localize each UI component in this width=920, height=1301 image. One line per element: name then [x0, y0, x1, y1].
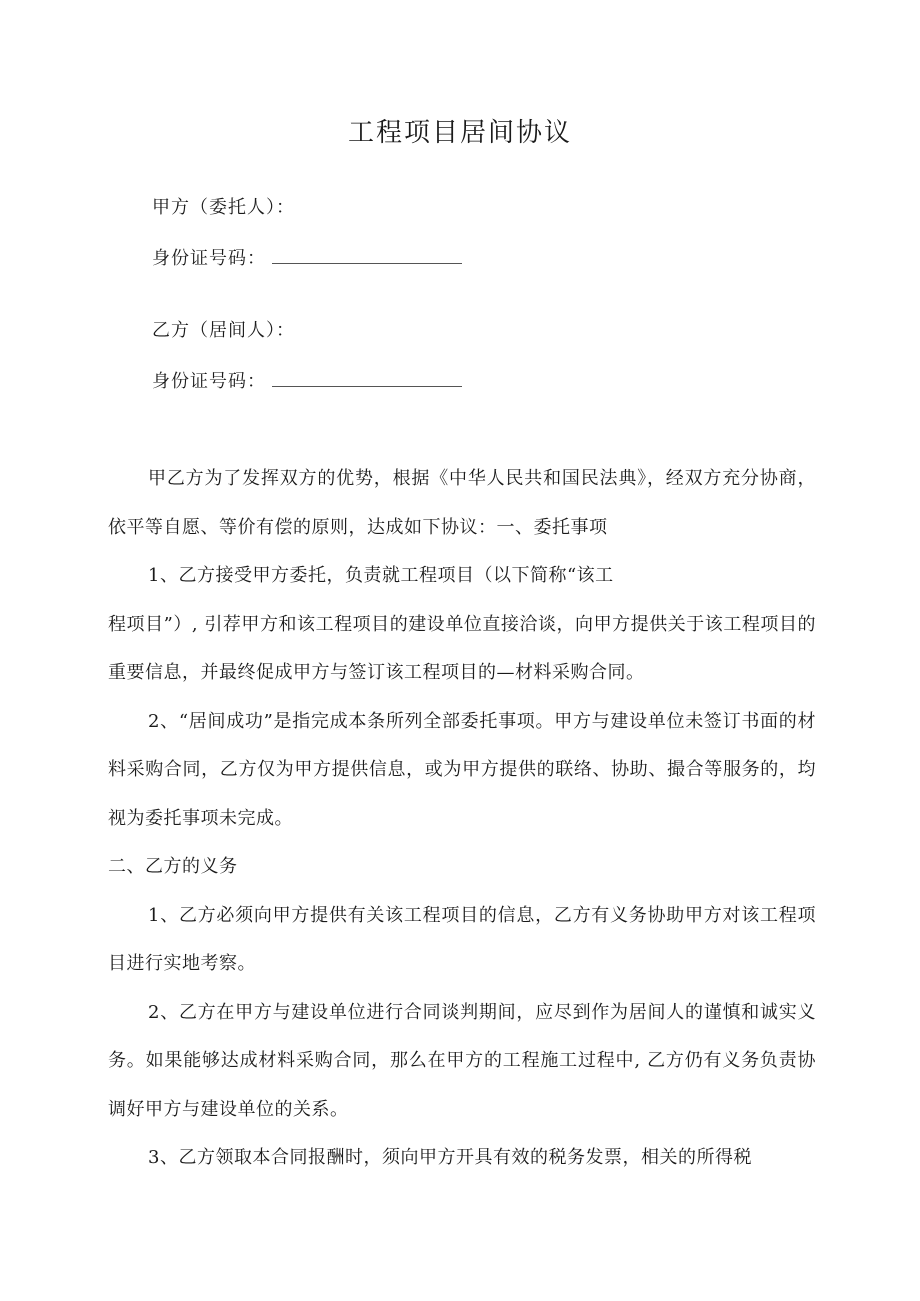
intro-paragraph: 甲乙方为了发挥双方的优势，根据《中华人民共和国民法典》，经双方充分协商，依平等自愿、等价有偿的原则，达成如下协议：一、委托事项 [108, 468, 816, 538]
party-b-id-blank [272, 370, 462, 387]
duty3-paragraph: 3、乙方领取本合同报酬时，须向甲方开具有效的税务发票，相关的所得税 [148, 1147, 752, 1168]
party-a-id-blank [272, 247, 462, 264]
party-a-id-label: 身份证号码： [152, 248, 266, 269]
item2-paragraph: 2、“居间成功”是指完成本条所列全部委托事项。甲方与建设单位未签订书面的材料采购合同，乙方仅为甲方提供信息，或为甲方提供的联络、协助、撮合等服务的，均视为委托事项未完成。 [108, 710, 816, 829]
party-b-id-row [152, 367, 462, 393]
party-a-label: 甲方（委托人）： [152, 197, 295, 218]
party-b-label: 乙方（居间人）： [152, 320, 295, 341]
document-title: 工程项目居间协议 [347, 118, 572, 148]
item1-paragraph: 程项目”）, 引荐甲方和该工程项目的建设单位直接洽谈，向甲方提供关于该工程项目的重要信息，并最终促成甲方与签订该工程项目的—材料采购合同。 [108, 613, 816, 683]
item1-first-line: 1、乙方接受甲方委托，负责就工程项目（以下简称“该工 [148, 565, 614, 586]
section2-heading: 二、乙方的义务 [108, 856, 238, 877]
party-a-id-row [152, 244, 462, 270]
document-body [108, 455, 816, 1183]
duty1-paragraph: 1、乙方必须向甲方提供有关该工程项目的信息，乙方有义务协助甲方对该工程项目进行实地考察。 [108, 904, 816, 974]
party-b-id-label: 身份证号码： [152, 371, 266, 392]
duty2-paragraph: 2、乙方在甲方与建设单位进行合同谈判期间，应尽到作为居间人的谨慎和诚实义务。如果能够达成材料采购合同，那么在甲方的工程施工过程中, 乙方仍有义务负责协调好甲方与建设单位的关系。 [108, 1001, 816, 1120]
